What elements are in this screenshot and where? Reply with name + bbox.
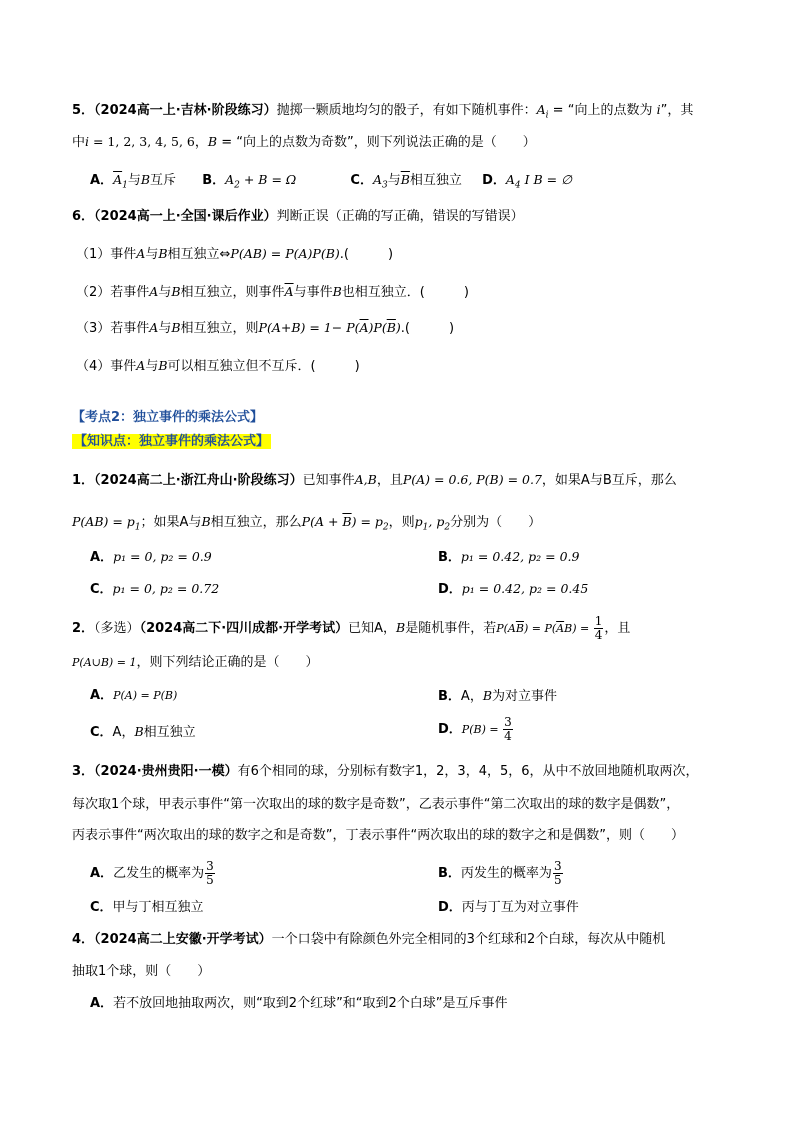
option-label: C．: [90, 582, 113, 597]
option-label: A．: [90, 173, 114, 188]
fraction-numerator: 3: [553, 859, 562, 873]
math-var: A: [149, 320, 159, 335]
math-var: B: [158, 358, 168, 373]
math-var: A: [372, 172, 382, 187]
answer-blank[interactable]: .( ): [339, 247, 394, 262]
option-text: 相互独立: [143, 725, 196, 740]
math-expr: I B = ∅: [520, 172, 573, 187]
statement-text: 与事件: [293, 285, 333, 300]
question-number: 1．: [72, 473, 95, 488]
option-a[interactable]: [90, 859, 216, 887]
question-source: （2024高二上安徽·开学考试）: [94, 932, 272, 947]
p2-line2: [72, 653, 318, 673]
question-text: 一个口袋中有除颜色外完全相同的3个红球和2个白球，每次从中随机: [271, 932, 666, 947]
question-text: 有6个相同的球，分别标有数字1，2，3，4，5，6，从中不放回地随机取两次，: [237, 764, 699, 779]
math-expr: ) = P(: [523, 622, 557, 635]
math-expr: p₁ = 0.42, p₂ = 0.45: [461, 581, 589, 596]
option-c[interactable]: [90, 900, 204, 915]
fraction-one-quarter: [594, 615, 604, 642]
option-label: D．: [438, 900, 462, 915]
math-expr: P(B) =: [461, 723, 503, 736]
question-number: 6．: [72, 209, 95, 224]
question-text: ，则: [388, 515, 415, 530]
question-text: 丙表示事件“两次取出的球的数字之和是奇数”，丁表示事件“两次取出的球的数字之和是偶数”，则（ ）: [72, 828, 684, 843]
option-text: 若不放回地抽取两次，则“取到2个红球”和“取到2个白球”是互斥事件: [113, 996, 508, 1011]
statement-text: 相互独立⇔: [167, 247, 231, 262]
question-number: 5．: [72, 103, 95, 118]
answer-blank[interactable]: .( ): [400, 321, 455, 336]
p3-options-row2: [90, 898, 579, 918]
p1-options-row2: [90, 579, 589, 600]
math-var: $\overline{B}$: [515, 622, 524, 635]
math-sub: 1: [422, 522, 429, 533]
math-var: B: [201, 514, 211, 529]
option-label: D．: [438, 582, 462, 597]
option-text: A，: [112, 725, 135, 740]
math-expr: )P(: [368, 320, 387, 335]
question-text: 中: [72, 135, 86, 150]
knowledge-point-highlight: 【知识点：独立事件的乘法公式】: [74, 434, 270, 449]
math-var: $\overline{B}$: [342, 514, 352, 529]
p3-line3: [72, 826, 684, 846]
q6-statement-2: [76, 282, 469, 303]
p4-line1: [72, 930, 665, 950]
option-a[interactable]: [90, 550, 212, 565]
math-expr: p: [414, 514, 423, 529]
fraction-three-quarters: [503, 716, 513, 743]
math-var: B: [482, 688, 493, 703]
math-var: i: [656, 102, 661, 117]
fraction-denominator: 5: [553, 873, 562, 887]
p2-options-row1: [90, 686, 558, 706]
fraction-denominator: 4: [504, 729, 512, 743]
fraction-numerator: 3: [504, 715, 512, 729]
statement-text: 与: [145, 247, 159, 262]
fraction-numerator: 3: [206, 859, 214, 873]
option-b[interactable]: [438, 860, 564, 887]
fraction-numerator: 1: [594, 614, 603, 628]
option-b[interactable]: [202, 172, 297, 191]
math-expr: P(A) = P(B): [113, 689, 178, 702]
math-var: $\overline{A}$: [359, 320, 369, 335]
option-label: B．: [202, 173, 226, 188]
option-text: 丙发生的概率为: [460, 866, 552, 881]
option-text: 与: [127, 173, 141, 188]
section-title: 【考点2：独立事件的乘法公式】: [72, 410, 264, 425]
question-text: 分别为（ ）: [450, 515, 542, 530]
option-d[interactable]: [438, 716, 514, 743]
statement-label: （1）事件: [76, 247, 137, 262]
p3-line2: [72, 795, 679, 815]
p1-line1: [72, 470, 677, 491]
statement-text: 与: [145, 359, 159, 374]
math-var: A: [136, 246, 146, 261]
math-var: B: [158, 246, 168, 261]
question-text: 相互独立，那么: [210, 515, 302, 530]
math-expr: p₁ = 0.42, p₂ = 0.9: [460, 549, 580, 564]
question-text: 每次取1个球，甲表示事件“第一次取出的球的数字是奇数”，乙表示事件“第二次取出的球的数字是偶数”，: [72, 797, 680, 812]
math-var: $\overline{B}$: [400, 172, 410, 187]
math-expr: A,B: [354, 472, 377, 487]
math-expr: + B = Ω: [239, 172, 297, 187]
option-text: 相互独立: [409, 173, 462, 188]
statement-text: 与: [158, 285, 172, 300]
option-b[interactable]: [438, 686, 557, 707]
option-c[interactable]: [90, 725, 196, 740]
math-expr: P(A+B) = 1− P(: [258, 320, 360, 335]
q6-line1: [72, 207, 524, 227]
statement-text: 相互独立，则: [180, 321, 259, 336]
q5-options: [90, 170, 572, 196]
option-label: D．: [482, 173, 506, 188]
question-text: ，且: [604, 621, 631, 636]
math-expr: , p: [428, 514, 445, 529]
q5-line1: [72, 100, 693, 126]
math-var: $\overline{A}$: [556, 622, 565, 635]
option-label: A．: [90, 688, 114, 703]
math-sub: 2: [444, 522, 451, 533]
fraction-denominator: 5: [206, 873, 214, 887]
question-text: 抛掷一颗质地均匀的骰子，有如下随机事件：: [276, 103, 537, 118]
answer-blank[interactable]: 也相互独立．( ): [341, 285, 469, 300]
math-expr: ) = p: [351, 514, 383, 529]
option-a[interactable]: [90, 172, 177, 191]
fraction-three-fifths: [553, 860, 563, 887]
option-label: B．: [438, 866, 461, 881]
option-c[interactable]: [90, 582, 219, 597]
p3-line1: [72, 762, 699, 782]
section-zhishi: [72, 432, 271, 452]
math-var: B: [396, 620, 406, 635]
question-tag: （多选）: [94, 621, 140, 636]
question-text: 抽取1个球，则（ ）: [72, 964, 211, 979]
statement-label: （2）若事件: [76, 285, 150, 300]
math-var: A: [225, 172, 235, 187]
option-text: 为对立事件: [492, 689, 558, 704]
math-sub: 2: [382, 522, 389, 533]
statement-label: （3）若事件: [76, 321, 150, 336]
question-text: = “向上的点数为: [548, 103, 657, 118]
math-expr: p₁ = 0, p₂ = 0.72: [112, 581, 220, 596]
math-sub: 1: [134, 522, 141, 533]
p4-option-a[interactable]: [90, 994, 508, 1014]
question-text: 已知事件: [302, 473, 355, 488]
statement-text: 相互独立，则事件: [180, 285, 285, 300]
question-text: 已知A，: [348, 621, 397, 636]
option-label: C．: [90, 725, 113, 740]
p1-options-row1: [90, 547, 580, 568]
p3-options-row1: [90, 859, 562, 887]
answer-blank[interactable]: 可以相互独立但不互斥．( ): [167, 359, 360, 374]
math-sub: i: [545, 110, 549, 121]
question-number: 2．: [72, 621, 95, 636]
option-text: 与: [387, 173, 401, 188]
question-number: 3．: [72, 764, 95, 779]
math-var: B: [207, 134, 218, 149]
question-source: （2024高一上·吉林·阶段练习）: [94, 103, 277, 118]
math-var: $\overline{A}$: [113, 172, 123, 187]
question-text: ，则下列结论正确的是（ ）: [136, 655, 319, 670]
math-var: A: [536, 102, 546, 117]
math-sub: 1: [122, 180, 128, 191]
math-expr: p₁ = 0, p₂ = 0.9: [113, 549, 212, 564]
question-text: ；如果A与: [140, 515, 202, 530]
math-expr: = 1, 2, 3, 4, 5, 6: [89, 134, 195, 149]
math-var: B: [332, 284, 342, 299]
option-d[interactable]: [438, 579, 588, 600]
q6-statement-1: [76, 244, 393, 265]
math-var: B: [140, 172, 151, 187]
option-label: B．: [438, 550, 461, 565]
question-text: 是随机事件，若: [405, 621, 497, 636]
option-c[interactable]: [350, 172, 462, 191]
math-expr: P(A∪B) = 1: [72, 656, 137, 669]
math-expr: B) =: [564, 622, 593, 635]
math-sub: 2: [234, 180, 240, 191]
question-text: ，且: [376, 473, 403, 488]
fraction-three-fifths: [205, 860, 215, 887]
math-var: A: [136, 358, 146, 373]
option-d[interactable]: [438, 898, 579, 918]
math-expr: P(A +: [301, 514, 343, 529]
option-b[interactable]: [438, 547, 579, 568]
math-sub: 3: [381, 180, 388, 191]
math-expr: ): [395, 320, 401, 335]
option-label: D．: [438, 722, 462, 737]
question-source: （2024高一上·全国·课后作业）: [94, 209, 277, 224]
option-label: C．: [350, 173, 373, 188]
math-expr: P(A) = 0.6, P(B) = 0.7: [402, 472, 542, 487]
math-var: A: [149, 284, 159, 299]
math-var: B: [171, 284, 181, 299]
question-source: （2024高二上·浙江舟山·阶段练习）: [94, 473, 303, 488]
question-text: ，: [194, 135, 208, 150]
p4-line2: [72, 962, 210, 982]
option-label: A．: [90, 866, 114, 881]
fraction-denominator: 4: [594, 628, 603, 642]
statement-label: （4）事件: [76, 359, 137, 374]
option-label: C．: [90, 900, 113, 915]
question-text: ，如果A与B互斥，那么: [541, 473, 677, 488]
option-text: 互斥: [150, 173, 177, 188]
option-text: 乙发生的概率为: [113, 866, 205, 881]
math-expr: P(AB) = P(A)P(B): [230, 246, 340, 261]
question-text: ”，其: [660, 103, 694, 118]
q6-statement-4: [76, 356, 360, 377]
section-kaodian: [72, 408, 263, 428]
question-number: 4．: [72, 932, 95, 947]
math-var: $\overline{A}$: [284, 284, 294, 299]
option-label: A．: [90, 550, 114, 565]
statement-text: 与: [158, 321, 172, 336]
math-var: A: [505, 172, 515, 187]
option-a[interactable]: [90, 688, 177, 703]
question-source: （2024高二下·四川成都·开学考试）: [139, 621, 349, 636]
math-expr: P(A: [496, 622, 516, 635]
math-sub: 4: [514, 180, 521, 191]
p2-line1: [72, 615, 630, 642]
p1-line2: [72, 512, 541, 538]
q6-statement-3: [76, 318, 454, 339]
question-text: = “向上的点数为奇数”，则下列说法正确的是（ ）: [217, 135, 536, 150]
option-d[interactable]: [482, 172, 573, 191]
math-var: B: [171, 320, 181, 335]
option-text: 甲与丁相互独立: [112, 900, 204, 915]
question-source: （2024·贵州贵阳·一模）: [94, 764, 238, 779]
option-text: A，: [460, 689, 483, 704]
math-var: B: [134, 724, 144, 739]
question-text: 判断正误（正确的写正确，错误的写错误）: [276, 209, 524, 224]
math-var: i: [85, 134, 90, 149]
math-expr: P(AB) = p: [72, 514, 135, 529]
option-text: 丙与丁互为对立事件: [461, 900, 579, 915]
q5-line2: [72, 132, 536, 153]
math-var: $\overline{B}$: [386, 320, 396, 335]
p2-options-row2: [90, 715, 512, 743]
option-label: A．: [90, 996, 114, 1011]
option-label: B．: [438, 689, 461, 704]
